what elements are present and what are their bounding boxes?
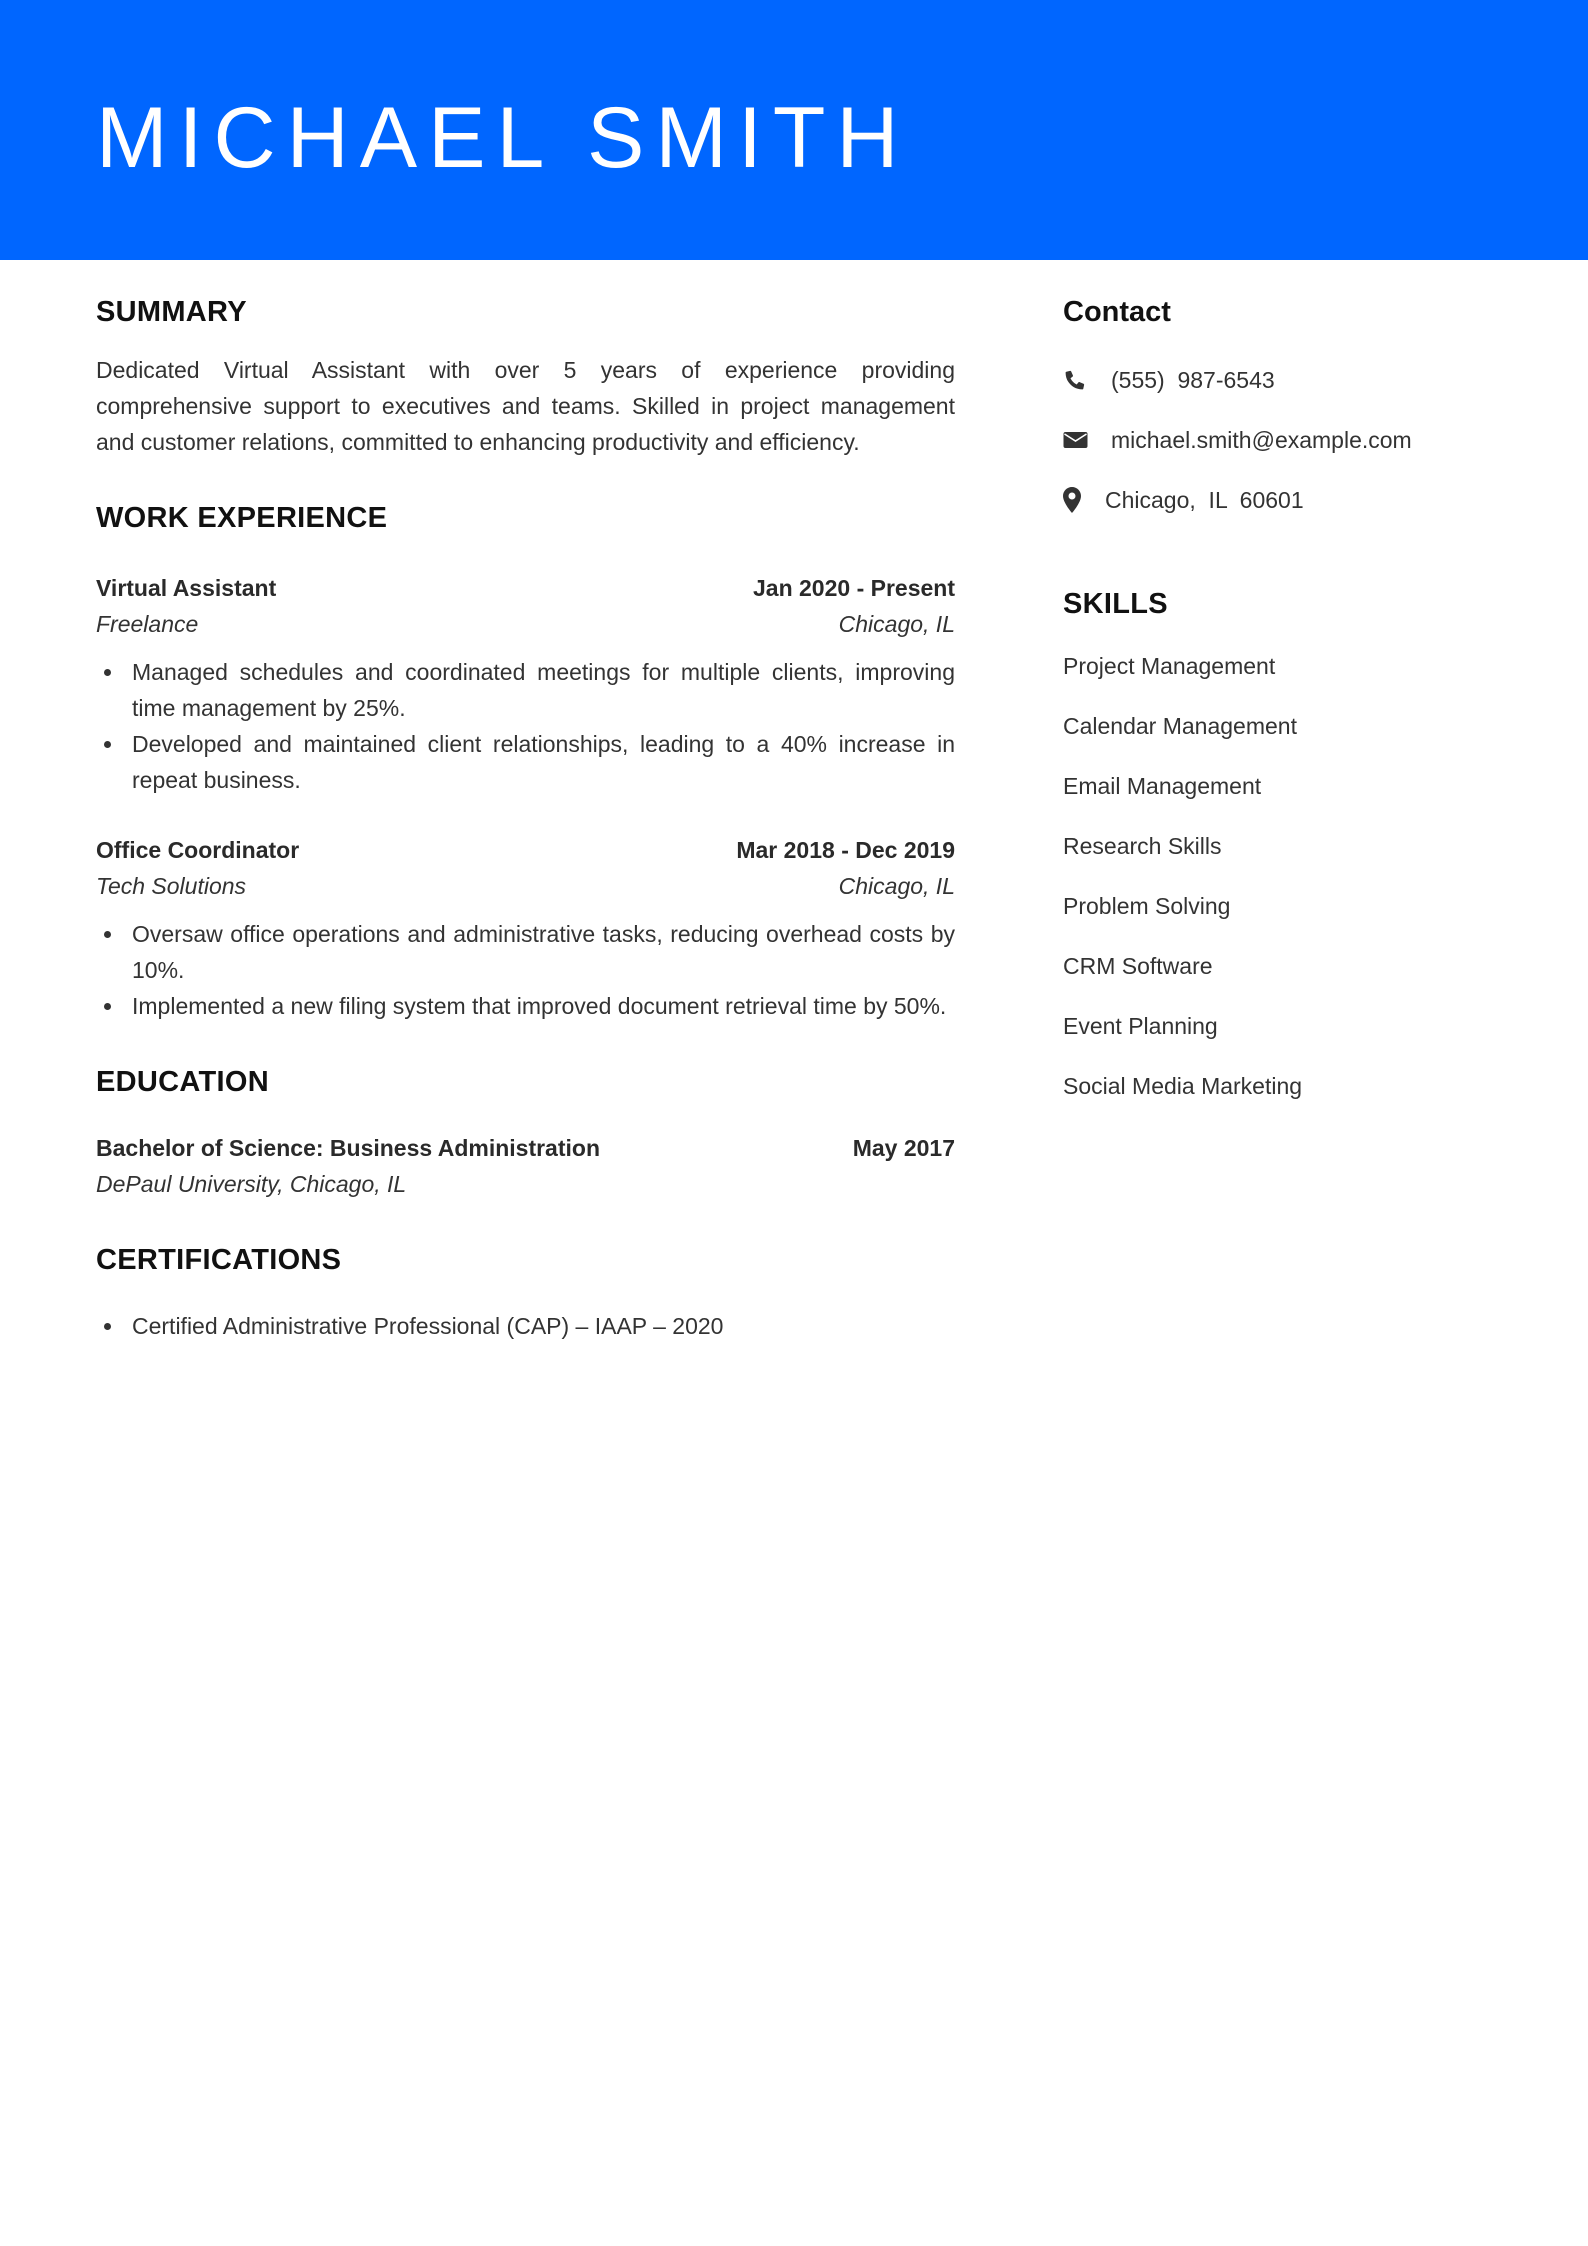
header-banner bbox=[0, 0, 1588, 260]
contact-location bbox=[1063, 482, 1503, 518]
job-bullet: Implemented a new filing system that improved document retrieval time by 50%. bbox=[96, 988, 955, 1024]
skill-item: Event Planning bbox=[1063, 1013, 1218, 1039]
job-bullet: Managed schedules and coordinated meetings for multiple clients, improving time management by 25%. bbox=[96, 654, 955, 726]
certification-item: Certified Administrative Professional (CAP) – IAAP – 2020 bbox=[96, 1308, 955, 1344]
job-bullets bbox=[96, 916, 955, 1024]
candidate-name: MICHAEL SMITH bbox=[96, 90, 910, 186]
job-entry bbox=[96, 570, 955, 798]
skill-item: Social Media Marketing bbox=[1063, 1073, 1303, 1099]
job-location: Chicago, IL bbox=[838, 873, 955, 899]
contact-title: Contact bbox=[1063, 296, 1171, 328]
job-role: Virtual Assistant bbox=[96, 575, 277, 601]
job-bullet: Developed and maintained client relationships, leading to a 40% increase in repeat business. bbox=[96, 726, 955, 798]
job-dates: Mar 2018 - Dec 2019 bbox=[736, 837, 955, 863]
summary-text: Dedicated Virtual Assistant with over 5 years of experience providing comprehensive support to executives and teams. Skilled in project management and customer relations, committed to enhancing productivity and efficiency. bbox=[96, 357, 955, 455]
job-bullet: Oversaw office operations and administrative tasks, reducing overhead costs by 10%. bbox=[96, 916, 955, 988]
job-role: Office Coordinator bbox=[96, 837, 300, 863]
education-title: EDUCATION bbox=[96, 1066, 269, 1098]
skills-section bbox=[1063, 584, 1503, 1104]
contact-email-text: michael.smith@example.com bbox=[1111, 427, 1412, 453]
contact-phone[interactable] bbox=[1063, 362, 1503, 398]
sidebar-column bbox=[1063, 292, 1503, 1104]
skill-item: Email Management bbox=[1063, 773, 1262, 799]
main-column bbox=[96, 292, 955, 1344]
summary-title: SUMMARY bbox=[96, 296, 247, 328]
job-location: Chicago, IL bbox=[838, 611, 955, 637]
skill-item: Research Skills bbox=[1063, 833, 1222, 859]
skill-item: Project Management bbox=[1063, 653, 1276, 679]
certifications-section bbox=[96, 1240, 955, 1344]
certification-list bbox=[96, 1308, 955, 1344]
job-bullets bbox=[96, 654, 955, 798]
skills-title: SKILLS bbox=[1063, 588, 1168, 620]
skill-item: Problem Solving bbox=[1063, 893, 1231, 919]
certifications-title: CERTIFICATIONS bbox=[96, 1244, 342, 1276]
map-pin-icon bbox=[1063, 487, 1105, 513]
job-company: Freelance bbox=[96, 611, 199, 637]
experience-title: WORK EXPERIENCE bbox=[96, 502, 388, 534]
skills-list bbox=[1063, 648, 1503, 1104]
education-school: DePaul University, Chicago, IL bbox=[96, 1171, 407, 1197]
contact-section bbox=[1063, 292, 1503, 518]
skill-item: Calendar Management bbox=[1063, 713, 1297, 739]
education-section bbox=[96, 1062, 955, 1202]
contact-location-text: Chicago, IL 60601 bbox=[1105, 487, 1304, 513]
education-date: May 2017 bbox=[852, 1135, 955, 1161]
experience-section bbox=[96, 498, 955, 1024]
skill-item: CRM Software bbox=[1063, 953, 1213, 979]
contact-email[interactable] bbox=[1063, 422, 1503, 458]
job-company: Tech Solutions bbox=[96, 873, 247, 899]
job-dates: Jan 2020 - Present bbox=[752, 575, 955, 601]
education-degree: Bachelor of Science: Business Administration bbox=[96, 1135, 600, 1161]
envelope-icon bbox=[1063, 430, 1111, 450]
contact-phone-text: (555) 987-6543 bbox=[1111, 367, 1275, 393]
job-entry bbox=[96, 832, 955, 1024]
summary-section bbox=[96, 292, 955, 460]
phone-icon bbox=[1063, 368, 1111, 392]
